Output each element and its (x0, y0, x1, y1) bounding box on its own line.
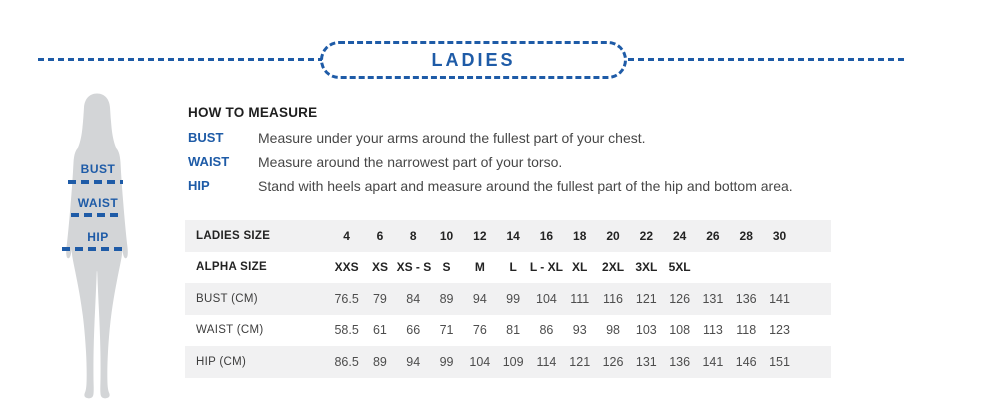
header-dashed-rule-right (628, 58, 905, 61)
row-label: WAIST (CM) (196, 324, 264, 337)
row-label: ALPHA SIZE (196, 261, 267, 274)
size-value-cell: 2XL (602, 260, 625, 275)
size-value-cell: 89 (372, 354, 387, 369)
size-value-cell: 108 (669, 323, 691, 338)
size-table (185, 220, 831, 378)
size-value-cell: L - XL (529, 260, 563, 275)
size-value-cell: 121 (569, 354, 591, 369)
size-value-cell: 93 (572, 323, 587, 338)
figure-hip-dash-line (62, 247, 127, 251)
header-pill (320, 41, 627, 79)
size-value-cell: 151 (769, 354, 790, 369)
size-value-cell: XS (371, 260, 388, 275)
size-value-cell: 14 (506, 228, 520, 243)
size-value-cell: 98 (606, 323, 620, 338)
size-table-row-waist-cm (185, 315, 831, 347)
size-value-cell: 30 (772, 228, 787, 243)
size-value-cell: 118 (736, 323, 757, 338)
size-value-cell: 76 (472, 323, 487, 338)
figure-bust-dash-line (68, 180, 123, 184)
size-value-cell: 109 (502, 354, 524, 369)
size-table-row-ladies-size (185, 220, 831, 252)
measure-term: WAIST (188, 154, 230, 169)
size-value-cell: 86.5 (334, 354, 359, 369)
size-value-cell: 8 (409, 228, 417, 243)
size-value-cell: 28 (739, 228, 753, 243)
size-value-cell: S (442, 260, 451, 275)
size-value-cell: 79 (372, 291, 387, 306)
size-value-cell: 4 (343, 228, 350, 243)
size-value-cell: 94 (406, 354, 421, 369)
measure-term: BUST (188, 130, 224, 145)
size-value-cell: 22 (639, 228, 653, 243)
figure-waist-label: WAIST (77, 196, 119, 210)
size-value-cell: 99 (439, 354, 454, 369)
size-value-cell: 5XL (668, 260, 691, 275)
measure-description: Stand with heels apart and measure around the fullest part of the hip and bottom area. (258, 178, 793, 194)
size-value-cell: 3XL (635, 260, 658, 275)
size-value-cell: 146 (735, 354, 757, 369)
size-value-cell: 103 (635, 323, 657, 338)
size-value-cell: 114 (536, 354, 557, 369)
size-value-cell: XS - S (396, 260, 432, 275)
size-value-cell: 111 (570, 291, 590, 306)
measure-term: HIP (188, 178, 210, 193)
size-value-cell: L (509, 260, 517, 275)
size-value-cell: 71 (439, 323, 454, 338)
size-value-cell: 66 (406, 323, 421, 338)
measure-row-waist (188, 150, 888, 174)
size-value-cell: 123 (769, 323, 790, 338)
figure-waist-dash-line (71, 213, 120, 217)
size-table-row-bust-cm (185, 283, 831, 315)
size-value-cell: 16 (539, 228, 554, 243)
size-value-cell: 89 (439, 291, 454, 306)
size-value-cell: 113 (702, 323, 723, 338)
measure-description: Measure around the narrowest part of your torso. (258, 154, 563, 170)
size-value-cell: 76.5 (334, 291, 359, 306)
size-value-cell: 94 (472, 291, 487, 306)
size-value-cell: 61 (372, 323, 387, 338)
size-value-cell: 10 (439, 228, 454, 243)
header-dashed-rule-left (38, 58, 322, 61)
size-value-cell: 136 (735, 291, 757, 306)
size-value-cell: 6 (376, 228, 384, 243)
row-label: LADIES SIZE (196, 229, 271, 242)
size-value-cell: XL (572, 260, 588, 275)
row-label: BUST (CM) (196, 292, 258, 305)
size-value-cell: M (474, 260, 485, 275)
figure-bust-label: BUST (80, 162, 116, 176)
size-value-cell: 81 (506, 323, 521, 338)
size-table-row-hip-cm (185, 346, 831, 378)
size-value-cell: 26 (706, 228, 720, 243)
size-value-cell: 121 (635, 291, 657, 306)
female-silhouette (48, 90, 148, 405)
figure-hip-label: HIP (87, 230, 109, 244)
size-value-cell: 12 (473, 228, 487, 243)
section-title: LADIES (431, 49, 516, 70)
size-value-cell: 18 (573, 228, 587, 243)
size-value-cell: 86 (539, 323, 554, 338)
size-value-cell: 104 (536, 291, 557, 306)
size-value-cell: 126 (602, 354, 624, 369)
how-to-measure-section (188, 105, 888, 198)
size-value-cell: 131 (635, 354, 657, 369)
size-value-cell: 20 (606, 228, 620, 243)
size-value-cell: 24 (672, 228, 687, 243)
size-value-cell: 141 (769, 291, 790, 306)
measure-description: Measure under your arms around the fullest part of your chest. (258, 130, 646, 146)
size-value-cell: 116 (603, 291, 623, 306)
row-label: HIP (CM) (196, 355, 247, 368)
measure-row-bust (188, 126, 888, 150)
size-value-cell: 99 (506, 291, 521, 306)
size-value-cell: 84 (406, 291, 421, 306)
size-table-row-alpha-size (185, 252, 831, 284)
size-value-cell: 141 (702, 354, 724, 369)
measure-row-hip (188, 174, 888, 198)
size-value-cell: 126 (669, 291, 691, 306)
size-value-cell: 136 (669, 354, 691, 369)
size-value-cell: 58.5 (334, 323, 359, 338)
how-to-measure-title: HOW TO MEASURE (188, 105, 318, 120)
size-value-cell: 104 (469, 354, 491, 369)
size-value-cell: 131 (702, 291, 724, 306)
size-value-cell: XXS (334, 260, 359, 275)
